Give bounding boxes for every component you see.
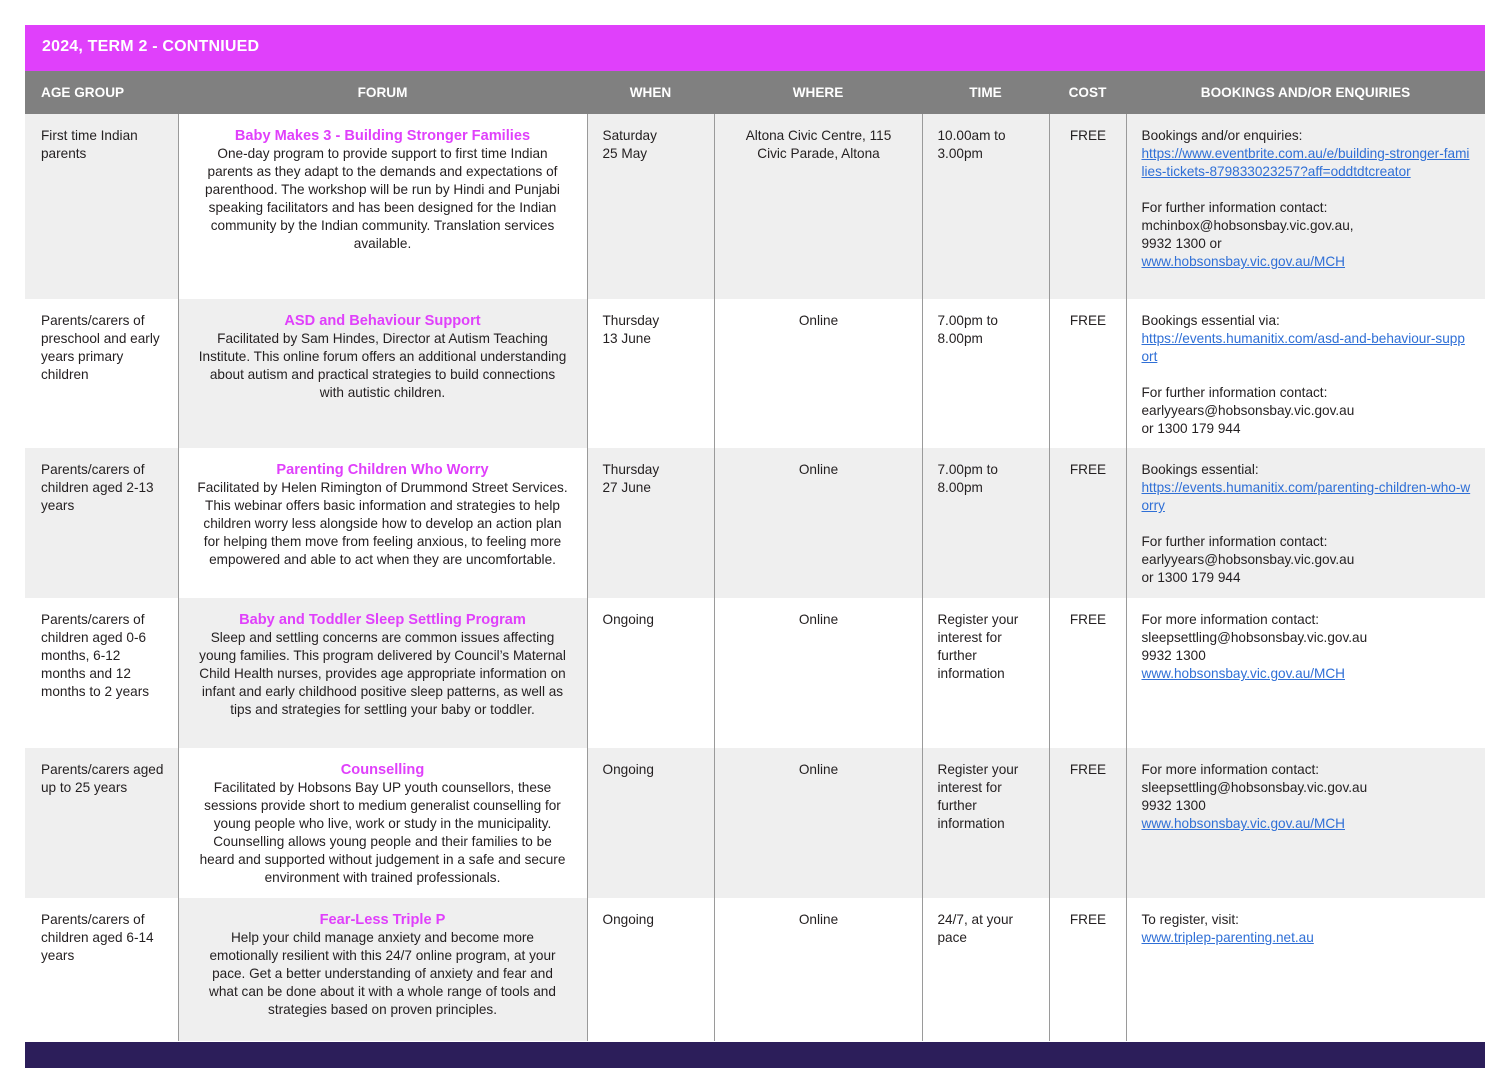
- forum-cell: [178, 748, 587, 898]
- forum-cell: [178, 448, 587, 598]
- spacer: [1142, 366, 1472, 384]
- bookings-intro: Bookings essential via:: [1141, 313, 1280, 328]
- forum-cell: [178, 598, 587, 748]
- col-header-cost: COST: [1049, 71, 1126, 114]
- contact-email: mchinbox@hobsonsbay.vic.gov.au,: [1141, 218, 1354, 233]
- table-row: [25, 748, 1485, 898]
- contact-email: sleepsettling@hobsonsbay.vic.gov.au: [1141, 630, 1368, 645]
- bookings-cell: [1126, 299, 1485, 448]
- forum-description: Sleep and settling concerns are common issues affecting young families. This program delivered by Council’s Maternal Child Health nurses, provides age appropriate information on infant and early childhood positive sleep patterns, as well as tips and strategies for settling your baby or toddler.: [199, 630, 566, 717]
- col-header-forum: FORUM: [178, 71, 587, 114]
- forum-title: Fear-Less Triple P: [319, 912, 446, 928]
- where-cell: Online: [714, 299, 922, 448]
- when-day: Ongoing: [602, 912, 654, 927]
- forum-title: Counselling: [340, 762, 425, 778]
- website-link[interactable]: www.hobsonsbay.vic.gov.au/MCH: [1141, 666, 1345, 681]
- when-date: 25 May: [602, 146, 648, 161]
- bookings-intro: For more information contact:: [1141, 762, 1320, 777]
- when-day: Saturday: [602, 128, 657, 143]
- contact-label: For further information contact:: [1141, 385, 1328, 400]
- contact-phone: 9932 1300 or: [1141, 236, 1222, 251]
- contact-email: sleepsettling@hobsonsbay.vic.gov.au: [1141, 780, 1368, 795]
- bookings-cell: [1126, 114, 1485, 299]
- when-day: Ongoing: [602, 762, 654, 777]
- when-date: 27 June: [602, 480, 651, 495]
- forum-description: Help your child manage anxiety and become more emotionally resilient with this 24/7 online program, at your pace. Get a better understanding of anxiety and fear and what can be done about it with a whole range of tools and strategies based on proven principles.: [209, 930, 556, 1017]
- bookings-cell: [1126, 898, 1485, 1041]
- bookings-intro: For more information contact:: [1141, 612, 1320, 627]
- forum-title: Parenting Children Who Worry: [276, 462, 489, 478]
- contact-phone: or 1300 179 944: [1141, 421, 1241, 436]
- schedule-table: [25, 71, 1485, 1041]
- contact-phone: 9932 1300: [1141, 798, 1206, 813]
- cost-cell: FREE: [1049, 598, 1126, 748]
- time-cell: Register your interest for further information: [922, 748, 1049, 898]
- forum-description: Facilitated by Hobsons Bay UP youth counsellors, these sessions provide short to medium generalist counselling for young people who live, work or study in the municipality. Counselling allows young people and their families to be heard and supported without judgement in a safe and secure environment with trained professionals.: [199, 780, 566, 885]
- spacer: [1142, 515, 1472, 533]
- when-cell: [587, 299, 714, 448]
- bookings-intro: Bookings essential:: [1141, 462, 1259, 477]
- forum-cell: [178, 114, 587, 299]
- contact-phone: 9932 1300: [1141, 648, 1206, 663]
- col-header-where: WHERE: [714, 71, 922, 114]
- contact-email: earlyyears@hobsonsbay.vic.gov.au: [1141, 403, 1355, 418]
- contact-email: earlyyears@hobsonsbay.vic.gov.au: [1141, 552, 1355, 567]
- cost-cell: FREE: [1049, 748, 1126, 898]
- when-day: Thursday: [602, 313, 660, 328]
- section-banner: 2024, TERM 2 - CONTNIUED: [25, 25, 1485, 71]
- table-row: [25, 898, 1485, 1041]
- time-cell: 7.00pm to 8.00pm: [922, 448, 1049, 598]
- when-day: Ongoing: [602, 612, 654, 627]
- time-cell: 24/7, at your pace: [922, 898, 1049, 1041]
- table-row: [25, 114, 1485, 299]
- booking-link[interactable]: https://www.eventbrite.com.au/e/building-stronger-families-tickets-879833023257?aff=oddtdtcreator: [1141, 146, 1470, 179]
- forum-description: Facilitated by Helen Rimington of Drummond Street Services. This webinar offers basic information and strategies to help children worry less alongside how to develop an action plan for helping them move from feeling anxious, to feeling more empowered and able to act when they are uncomfortable.: [197, 480, 568, 567]
- when-cell: [587, 598, 714, 748]
- forum-description: Facilitated by Sam Hindes, Director at Autism Teaching Institute. This online forum offers an additional understanding about autism and practical strategies to build connections with autistic children.: [198, 331, 567, 400]
- table-row: [25, 598, 1485, 748]
- cost-cell: FREE: [1049, 448, 1126, 598]
- bookings-cell: [1126, 748, 1485, 898]
- website-link[interactable]: www.hobsonsbay.vic.gov.au/MCH: [1141, 816, 1345, 831]
- contact-label: For further information contact:: [1141, 534, 1328, 549]
- bookings-cell: [1126, 448, 1485, 598]
- cost-cell: FREE: [1049, 898, 1126, 1041]
- when-cell: [587, 114, 714, 299]
- table-header-row: [25, 71, 1485, 114]
- age-group-cell: Parents/carers of children aged 2-13 years: [25, 448, 178, 598]
- forum-title: ASD and Behaviour Support: [284, 313, 481, 329]
- col-header-time: TIME: [922, 71, 1049, 114]
- age-group-cell: Parents/carers of preschool and early years primary children: [25, 299, 178, 448]
- where-cell: Altona Civic Centre, 115 Civic Parade, Altona: [714, 114, 922, 299]
- when-cell: [587, 448, 714, 598]
- age-group-cell: Parents/carers of children aged 0-6 months, 6-12 months and 12 months to 2 years: [25, 598, 178, 748]
- cost-cell: FREE: [1049, 299, 1126, 448]
- time-cell: 10.00am to 3.00pm: [922, 114, 1049, 299]
- spacer: [1142, 181, 1472, 199]
- age-group-cell: First time Indian parents: [25, 114, 178, 299]
- forum-title: Baby Makes 3 - Building Stronger Families: [234, 128, 531, 144]
- bookings-intro: Bookings and/or enquiries:: [1141, 128, 1303, 143]
- where-cell: Online: [714, 448, 922, 598]
- website-link[interactable]: www.triplep-parenting.net.au: [1141, 930, 1314, 945]
- when-cell: [587, 898, 714, 1041]
- age-group-cell: Parents/carers of children aged 6-14 years: [25, 898, 178, 1041]
- bookings-cell: [1126, 598, 1485, 748]
- where-cell: Online: [714, 598, 922, 748]
- col-header-when: WHEN: [587, 71, 714, 114]
- bookings-intro: To register, visit:: [1141, 912, 1239, 927]
- footer-bar: [25, 1042, 1485, 1068]
- when-day: Thursday: [602, 462, 660, 477]
- booking-link[interactable]: https://events.humanitix.com/parenting-children-who-worry: [1141, 480, 1471, 513]
- where-cell: Online: [714, 898, 922, 1041]
- cost-cell: FREE: [1049, 114, 1126, 299]
- contact-phone: or 1300 179 944: [1141, 570, 1241, 585]
- age-group-cell: Parents/carers aged up to 25 years: [25, 748, 178, 898]
- time-cell: 7.00pm to 8.00pm: [922, 299, 1049, 448]
- col-header-age-group: AGE GROUP: [25, 71, 178, 114]
- booking-link[interactable]: https://events.humanitix.com/asd-and-behaviour-support: [1141, 331, 1465, 364]
- time-cell: Register your interest for further information: [922, 598, 1049, 748]
- forum-title: Baby and Toddler Sleep Settling Program: [239, 612, 526, 628]
- col-header-bookings: BOOKINGS AND/OR ENQUIRIES: [1126, 71, 1485, 114]
- contact-label: For further information contact:: [1141, 200, 1328, 215]
- table-row: [25, 448, 1485, 598]
- forum-cell: [178, 898, 587, 1041]
- forum-description: One-day program to provide support to first time Indian parents as they adapt to the demands and expectations of parenthood. The workshop will be run by Hindi and Punjabi speaking facilitators and has been designed for the Indian community by the Indian community. Translation services available.: [205, 146, 560, 251]
- table-row: [25, 299, 1485, 448]
- when-date: 13 June: [602, 331, 651, 346]
- when-cell: [587, 748, 714, 898]
- forum-cell: [178, 299, 587, 448]
- where-cell: Online: [714, 748, 922, 898]
- website-link[interactable]: www.hobsonsbay.vic.gov.au/MCH: [1141, 254, 1345, 269]
